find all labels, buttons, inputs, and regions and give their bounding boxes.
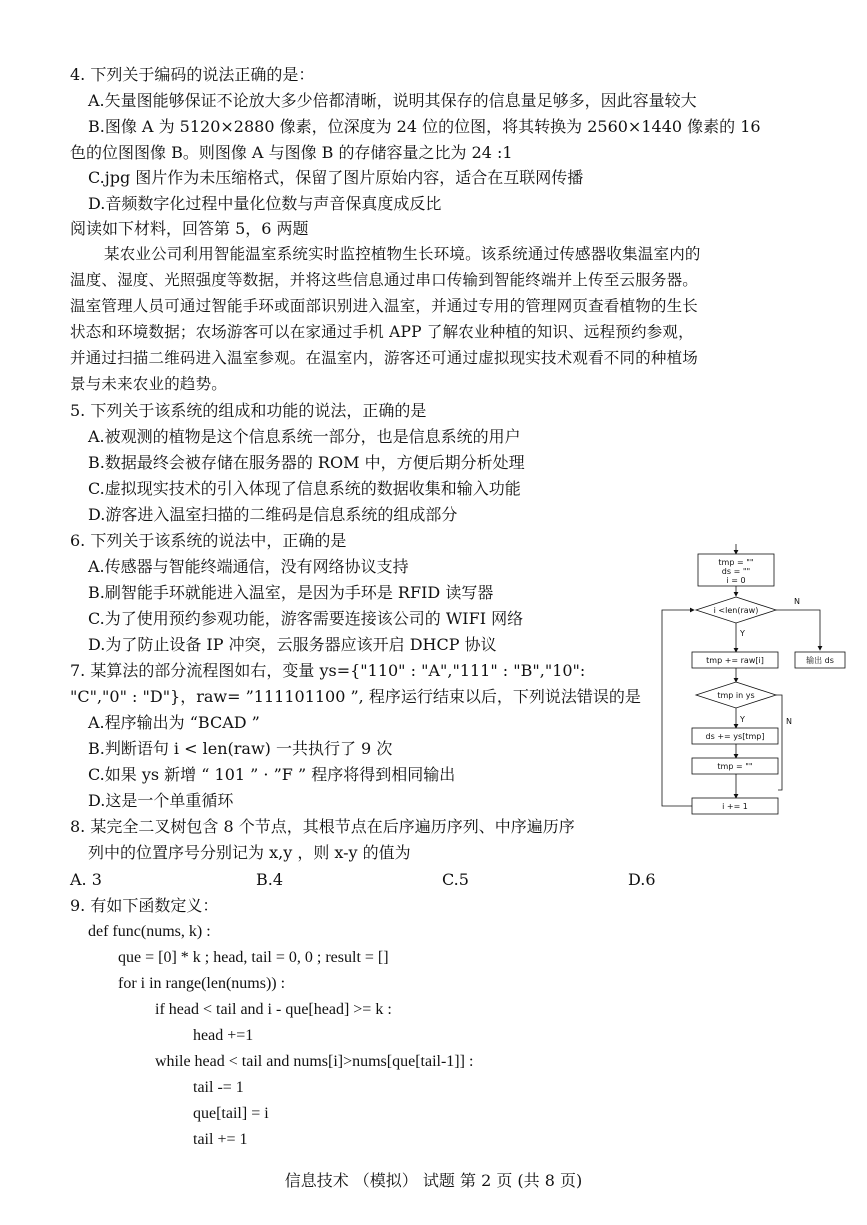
q4-stem: 4. 下列关于编码的说法正确的是： xyxy=(70,65,315,84)
q8-option-b: B.4 xyxy=(256,870,284,889)
q8-option-d: D.6 xyxy=(628,870,656,889)
q6-option-d: D.为了防止设备 IP 冲突，云服务器应该开启 DHCP 协议 xyxy=(88,635,497,654)
material-line-3: 温室管理人员可通过智能手环或面部识别进入温室，并通过专用的管理网页查看植物的生长 xyxy=(70,297,699,315)
page-footer: 信息技术 （模拟） 试题 第 2 页 (共 8 页) xyxy=(284,1171,583,1190)
flow-no-2: N xyxy=(786,717,792,726)
material-intro: 阅读如下材料，回答第 5，6 两题 xyxy=(70,219,309,238)
q5-option-a: A.被观测的植物是这个信息系统一部分，也是信息系统的用户 xyxy=(88,427,521,446)
q5-option-c: C.虚拟现实技术的引入体现了信息系统的数据收集和输入功能 xyxy=(88,479,521,498)
code-line-2: que = [0] * k ; head, tail = 0, 0 ; result = [] xyxy=(118,949,389,966)
flow-init-line-2: ds = "" xyxy=(721,567,751,576)
q5-option-d: D.游客进入温室扫描的二维码是信息系统的组成部分 xyxy=(88,505,458,524)
q5-option-b: B.数据最终会被存储在服务器的 ROM 中，方便后期分析处理 xyxy=(88,453,525,472)
material-line-6: 景与未来农业的趋势。 xyxy=(70,375,228,393)
material-line-5: 并通过扫描二维码进入温室参观。在温室内，游客还可通过虚拟现实技术观看不同的种植场 xyxy=(70,349,699,367)
q6-option-c: C.为了使用预约参观功能，游客需要连接该公司的 WIFI 网络 xyxy=(88,609,524,628)
q7-stem-line-1: 7. 某算法的部分流程图如右，变量 ys={"110" : "A","111" : "B","10": xyxy=(70,661,586,680)
code-line-9: tail += 1 xyxy=(193,1131,248,1148)
flowchart xyxy=(658,540,858,820)
q7-stem-line-2: "C","0" : "D"}，raw= ”111101100 ”, 程序运行结束以后，下列说法错误的是 xyxy=(70,687,641,706)
code-line-1: def func(nums, k) : xyxy=(88,923,211,940)
q8-option-c: C.5 xyxy=(442,870,469,889)
q6-stem: 6. 下列关于该系统的说法中，正确的是 xyxy=(70,531,347,550)
flow-step-2: ds += ys[tmp] xyxy=(705,732,765,741)
q4-option-d: D.音频数字化过程中量化位数与声音保真度成反比 xyxy=(88,194,442,213)
q8-option-a: A. 3 xyxy=(70,870,102,889)
flow-step-1: tmp += raw[i] xyxy=(706,656,764,665)
flow-init-line-1: tmp = "" xyxy=(718,558,754,567)
q6-option-a: A.传感器与智能终端通信，没有网络协议支持 xyxy=(88,557,409,576)
flow-output: 输出 ds xyxy=(806,656,834,665)
code-line-3: for i in range(len(nums)) : xyxy=(118,975,286,992)
material-line-4: 状态和环境数据；农场游客可以在家通过手机 APP 了解农业种植的知识、远程预约参观， xyxy=(70,323,694,341)
q9-stem: 9. 有如下函数定义： xyxy=(70,896,219,915)
flow-init-line-3: i = 0 xyxy=(726,576,746,585)
flow-yes-1: Y xyxy=(740,629,745,638)
q8-stem-line-1: 8. 某完全二叉树包含 8 个节点，其根节点在后序遍历序列、中序遍历序 xyxy=(70,817,575,836)
code-line-4: if head < tail and i - que[head] >= k : xyxy=(155,1001,392,1018)
q5-stem: 5. 下列关于该系统的组成和功能的说法，正确的是 xyxy=(70,401,427,420)
code-line-6: while head < tail and nums[i]>nums[que[tail-1]] : xyxy=(155,1053,474,1070)
flow-step-3: tmp = "" xyxy=(717,762,753,771)
q4-option-b: B.图像 A 为 5120×2880 像素，位深度为 24 位的位图，将其转换为 2560×1440 像素的 16 xyxy=(88,117,761,136)
q7-option-b: B.判断语句 i < len(raw) 一共执行了 9 次 xyxy=(88,739,393,758)
flow-yes-2: Y xyxy=(740,715,745,724)
q7-option-c: C.如果 ys 新增 “ 101 ” · ”F ” 程序将得到相同输出 xyxy=(88,765,456,784)
material-line-2: 温度、湿度、光照强度等数据，并将这些信息通过串口传输到智能终端并上传至云服务器。 xyxy=(70,271,699,289)
flow-cond-1: i <len(raw) xyxy=(713,606,759,615)
q4-option-a: A.矢量图能够保证不论放大多少倍都清晰，说明其保存的信息量足够多，因此容量较大 xyxy=(88,91,697,110)
q4-option-c: C.jpg 图片作为未压缩格式，保留了图片原始内容，适合在互联网传播 xyxy=(88,168,584,187)
flow-step-4: i += 1 xyxy=(722,802,748,811)
code-line-7: tail -= 1 xyxy=(193,1079,244,1096)
q7-option-a: A.程序输出为 “BCAD ” xyxy=(88,713,260,732)
q6-option-b: B.刷智能手环就能进入温室，是因为手环是 RFID 读写器 xyxy=(88,583,494,602)
q4-option-b-cont: 色的位图图像 B。则图像 A 与图像 B 的存储容量之比为 24 :1 xyxy=(70,143,513,162)
code-line-5: head +=1 xyxy=(193,1027,254,1044)
flow-no-1: N xyxy=(794,597,800,606)
q7-option-d: D.这是一个单重循环 xyxy=(88,791,234,810)
material-line-1: 某农业公司利用智能温室系统实时监控植物生长环境。该系统通过传感器收集温室内的 xyxy=(104,245,701,263)
q8-stem-line-2: 列中的位置序号分别记为 x,y ，则 x-y 的值为 xyxy=(88,843,411,862)
flow-cond-2: tmp in ys xyxy=(717,691,755,700)
code-line-8: que[tail] = i xyxy=(193,1105,269,1122)
